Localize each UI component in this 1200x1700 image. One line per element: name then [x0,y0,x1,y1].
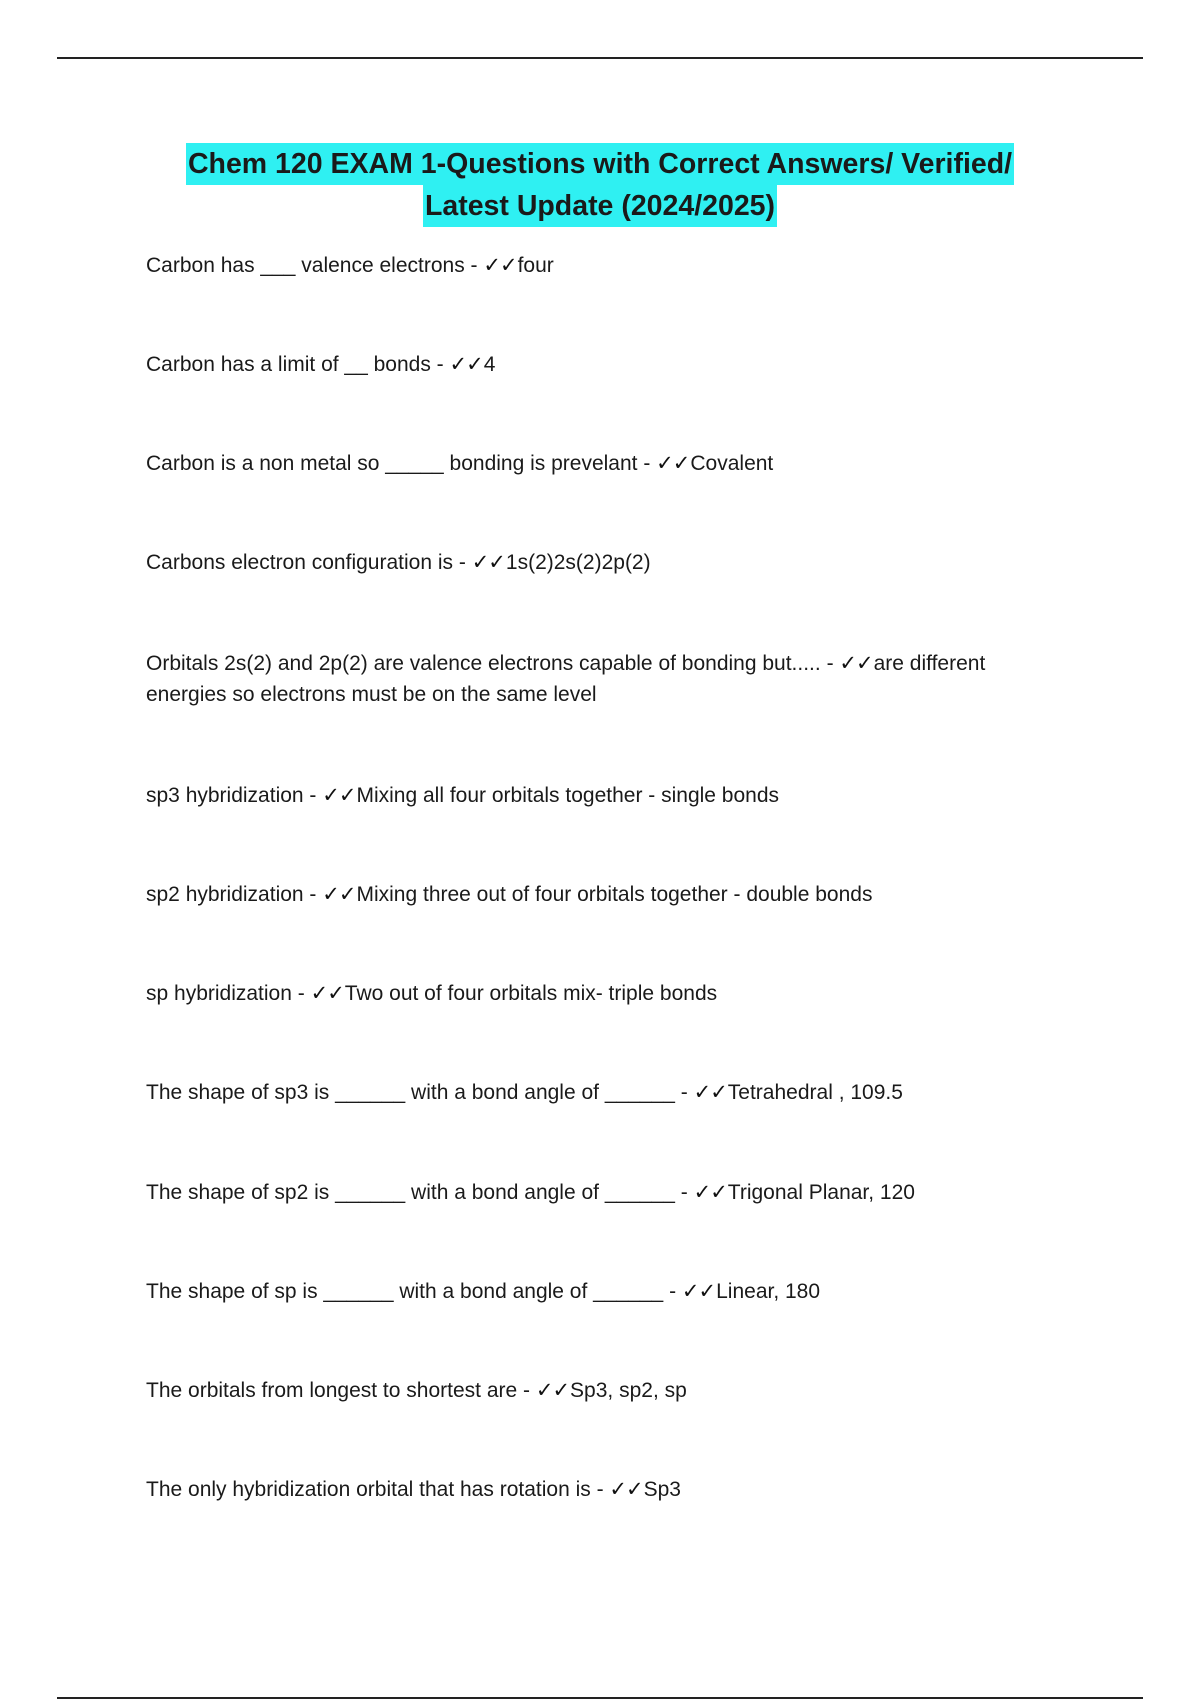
answer-text: Trigonal Planar, 120 [727,1181,915,1204]
answer-text: Two out of four orbitals mix- triple bonds [344,982,718,1005]
separator: - [517,1379,536,1402]
separator: - [464,254,484,277]
check-icon: ✓✓ [681,1280,716,1303]
answer-text: Sp3 [643,1478,681,1501]
check-icon: ✓✓ [322,883,356,906]
qa-item-11 [146,1276,1056,1307]
separator: - [303,883,323,906]
question-text: sp3 hybridization [146,784,304,807]
answer-text: 4 [483,353,496,376]
question-text: The shape of sp2 is ______ with a bond angle of ______ [146,1181,675,1204]
question-text: Carbon is a non metal so _____ bonding is prevelant [146,452,638,475]
qa-item-13 [146,1474,1056,1505]
qa-item-7 [146,879,1056,910]
check-icon: ✓✓ [656,452,690,475]
question-text: Carbon has a limit of __ bonds [146,353,431,376]
separator: - [674,1181,694,1204]
question-text: sp2 hybridization [146,883,304,906]
separator: - [820,652,840,675]
title-line-2: Latest Update (2024/2025) [423,185,777,227]
qa-item-5 [146,648,1056,710]
qa-item-12 [146,1375,1056,1406]
check-icon: ✓✓ [483,254,517,277]
separator: - [590,1478,610,1501]
separator: - [637,452,657,475]
qa-item-6 [146,780,1056,811]
qa-item-3 [146,448,1056,479]
qa-item-4 [146,547,1056,578]
qa-item-10 [146,1177,1056,1208]
top-rule [57,57,1143,59]
check-icon: ✓✓ [693,1181,727,1204]
check-icon: ✓✓ [535,1379,570,1402]
check-icon: ✓✓ [322,784,356,807]
separator: - [453,551,472,574]
answer-text: Sp3, sp2, sp [570,1379,687,1402]
question-text: The only hybridization orbital that has rotation is [146,1478,591,1501]
question-text: The shape of sp is ______ with a bond angle of ______ [146,1280,664,1303]
qa-item-8 [146,978,1056,1009]
answer-text: are different energies so electrons must be on the same level [146,652,986,706]
qa-item-9 [146,1077,1056,1108]
qa-item-2 [146,349,1056,380]
question-text: The shape of sp3 is ______ with a bond angle of ______ [146,1081,675,1104]
title-line-1: Chem 120 EXAM 1-Questions with Correct Answers/ Verified/ [186,143,1014,185]
bottom-rule [57,1697,1143,1699]
question-text: The orbitals from longest to shortest are [146,1379,518,1402]
check-icon: ✓✓ [693,1081,727,1104]
check-icon: ✓✓ [310,982,344,1005]
separator: - [291,982,311,1005]
answer-text: 1s(2)2s(2)2p(2) [505,551,651,574]
question-text: Orbitals 2s(2) and 2p(2) are valence electrons capable of bonding but..... [146,652,821,675]
check-icon: ✓✓ [839,652,873,675]
answer-text: Mixing three out of four orbitals together - double bonds [356,883,873,906]
check-icon: ✓✓ [449,353,483,376]
question-text: Carbon has ___ valence electrons [146,254,465,277]
separator: - [674,1081,694,1104]
answer-text: Linear, 180 [716,1280,821,1303]
answer-text: Mixing all four orbitals together - single bonds [356,784,780,807]
check-icon: ✓✓ [609,1478,643,1501]
check-icon: ✓✓ [471,551,505,574]
qa-item-1 [146,250,1056,281]
answer-text: four [517,254,554,277]
answer-text: Tetrahedral , 109.5 [727,1081,903,1104]
document-title [0,143,1200,227]
separator: - [430,353,450,376]
separator: - [303,784,323,807]
question-text: Carbons electron configuration is [146,551,454,574]
separator: - [663,1280,682,1303]
question-text: sp hybridization [146,982,292,1005]
answer-text: Covalent [690,452,774,475]
